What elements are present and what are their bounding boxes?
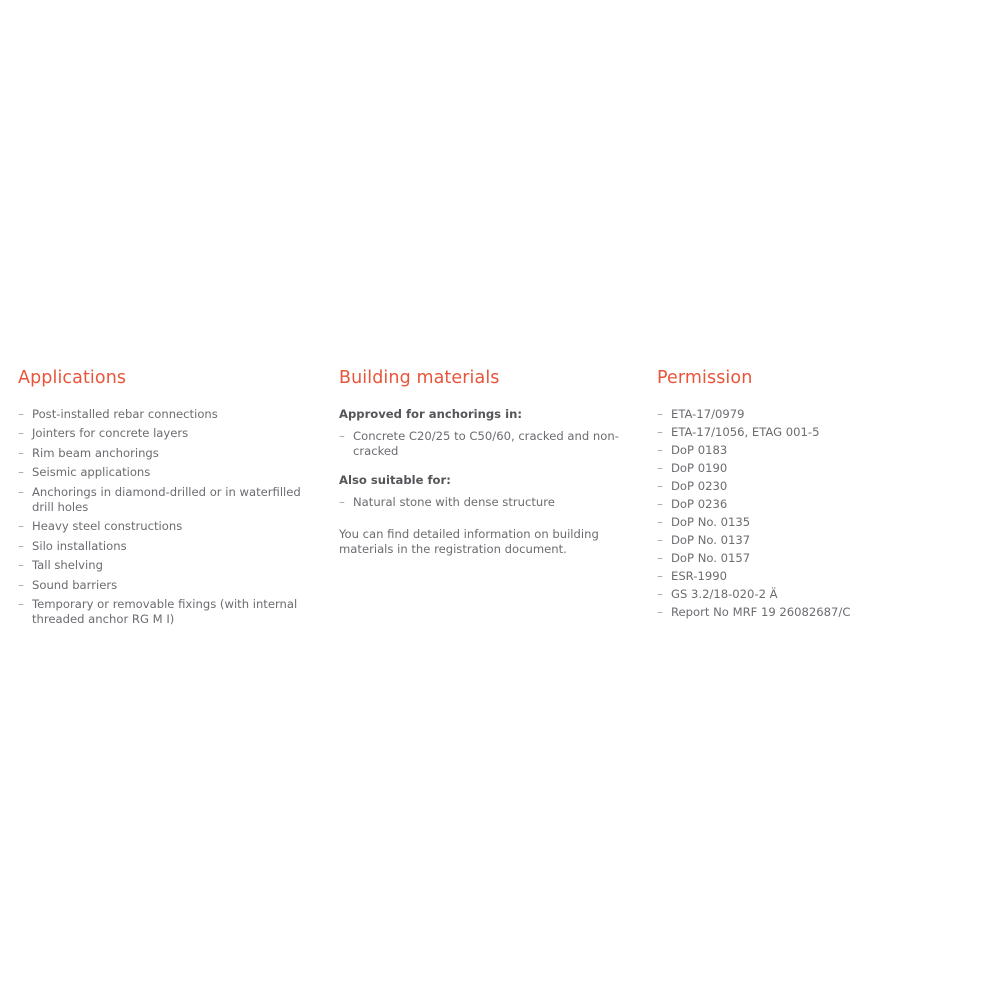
list-item (657, 425, 982, 440)
dash-bullet-icon: – (657, 533, 663, 547)
building-materials-title: Building materials (339, 368, 500, 388)
building-materials-note: You can find detailed information on building materials in the registration document. (339, 526, 599, 557)
approved-heading: Approved for anchorings in: (339, 407, 522, 421)
list-item (18, 558, 302, 573)
list-item-label: Temporary or removable fixings (with internal threaded anchor RG M I) (32, 597, 298, 627)
list-item (657, 461, 982, 476)
dash-bullet-icon: – (18, 577, 24, 592)
dash-bullet-icon: – (657, 497, 663, 511)
list-item (18, 578, 302, 593)
list-item (657, 533, 982, 548)
dash-bullet-icon: – (657, 461, 663, 475)
list-item (18, 597, 302, 628)
dash-bullet-icon: – (657, 551, 663, 565)
three-column-content (0, 368, 1000, 632)
list-item-label: Post-installed rebar connections (32, 407, 218, 421)
list-item (18, 539, 302, 554)
list-item-label: DoP No. 0157 (671, 551, 751, 565)
permission-column (638, 368, 1000, 623)
list-item-label: Anchorings in diamond-drilled or in waterfilled drill holes (32, 484, 301, 515)
dash-bullet-icon: – (18, 597, 24, 612)
dash-bullet-icon: – (657, 479, 663, 493)
list-item (657, 497, 982, 512)
list-item (657, 515, 982, 530)
dash-bullet-icon: – (18, 465, 24, 480)
list-item (18, 519, 302, 534)
list-item-label: DoP No. 0137 (671, 533, 751, 547)
list-item (18, 485, 302, 516)
list-item-label: Silo installations (32, 538, 127, 553)
dash-bullet-icon: – (657, 569, 663, 583)
list-item-label: DoP No. 0135 (671, 515, 751, 529)
list-item-label: Jointers for concrete layers (32, 426, 189, 441)
dash-bullet-icon: – (657, 587, 663, 601)
dash-bullet-icon: – (18, 519, 24, 534)
also-suitable-list (339, 495, 620, 510)
dash-bullet-icon: – (339, 495, 345, 510)
list-item-label: Sound barriers (32, 577, 118, 592)
dash-bullet-icon: – (18, 558, 24, 573)
list-item-label: Heavy steel constructions (32, 519, 183, 534)
list-item (657, 443, 982, 458)
list-item (18, 407, 302, 422)
list-item-label: Seismic applications (32, 465, 151, 480)
dash-bullet-icon: – (339, 428, 345, 443)
dash-bullet-icon: – (657, 515, 663, 529)
list-item-label: Report No MRF 19 26082687/C (671, 605, 851, 619)
list-item (657, 551, 982, 566)
list-item-label: DoP 0183 (671, 443, 728, 457)
permission-title: Permission (657, 368, 753, 388)
list-item-label: ETA-17/0979 (671, 407, 745, 421)
dash-bullet-icon: – (657, 407, 663, 421)
list-item (657, 569, 982, 584)
dash-bullet-icon: – (657, 605, 663, 619)
list-item-label: ESR-1990 (671, 569, 727, 583)
applications-title: Applications (18, 368, 127, 388)
list-item (339, 429, 620, 460)
list-item-label: GS 3.2/18-020-2 Ä (671, 587, 778, 601)
applications-list (18, 407, 302, 628)
building-materials-column (320, 368, 638, 558)
list-item (657, 407, 982, 422)
dash-bullet-icon: – (18, 407, 24, 421)
list-item (657, 479, 982, 494)
approved-list (339, 429, 620, 460)
list-item (18, 446, 302, 461)
list-item (339, 495, 620, 510)
applications-column (0, 368, 320, 632)
permission-list (657, 407, 982, 620)
list-item-label: Concrete C20/25 to C50/60, cracked and non-cracked (353, 428, 619, 459)
dash-bullet-icon: – (18, 445, 24, 460)
list-item (18, 465, 302, 480)
list-item-label: DoP 0230 (671, 479, 728, 493)
list-item (657, 605, 982, 620)
dash-bullet-icon: – (18, 426, 24, 441)
dash-bullet-icon: – (657, 425, 663, 439)
dash-bullet-icon: – (18, 484, 24, 499)
list-item-label: Rim beam anchorings (32, 445, 159, 460)
list-item (18, 426, 302, 441)
list-item-label: Natural stone with dense structure (353, 495, 555, 510)
list-item (657, 587, 982, 602)
list-item-label: Tall shelving (32, 558, 103, 573)
dash-bullet-icon: – (18, 538, 24, 553)
list-item-label: DoP 0236 (671, 497, 728, 511)
also-suitable-heading: Also suitable for: (339, 473, 451, 488)
list-item-label: DoP 0190 (671, 461, 728, 475)
dash-bullet-icon: – (657, 443, 663, 457)
list-item-label: ETA-17/1056, ETAG 001-5 (671, 425, 820, 439)
